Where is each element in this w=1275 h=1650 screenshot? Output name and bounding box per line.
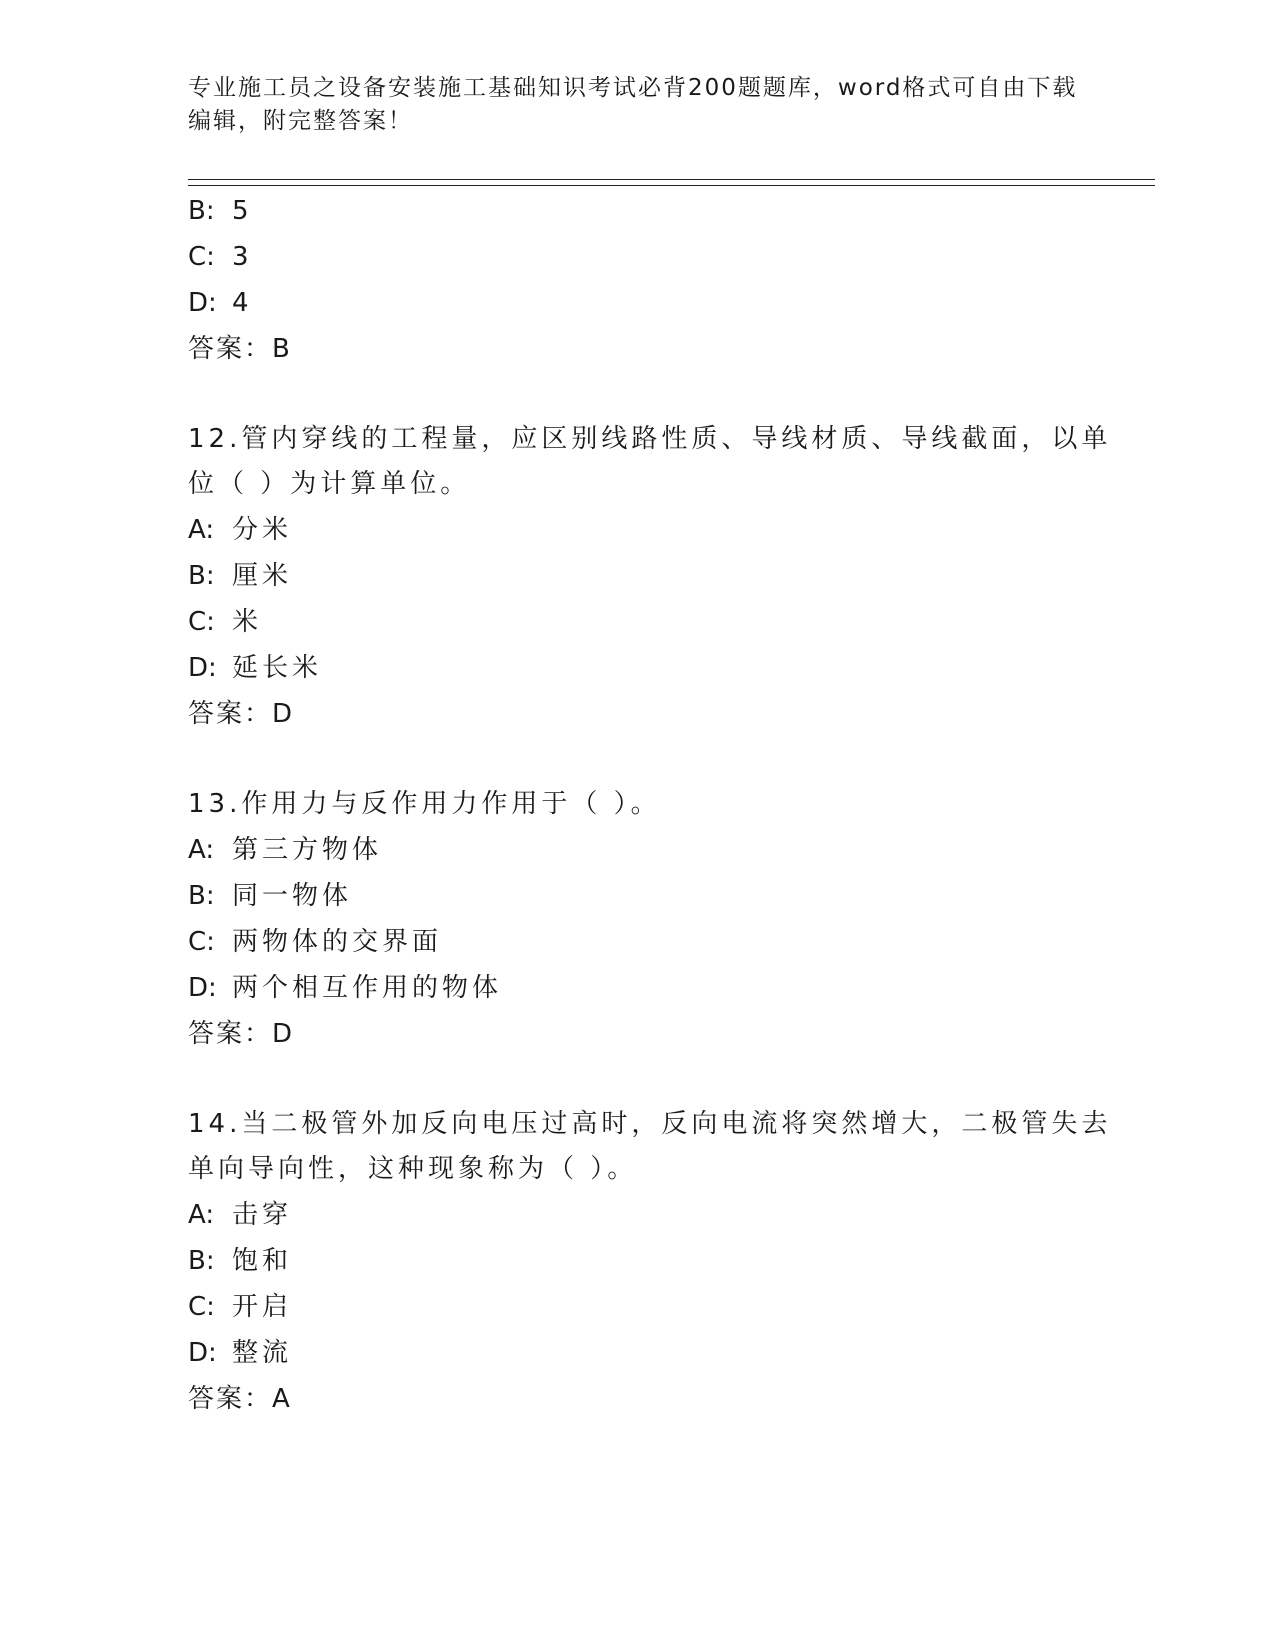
- option-text: 同一物体: [232, 881, 353, 911]
- answer-line: 答案：B: [188, 334, 292, 364]
- option-d: [188, 1330, 1088, 1376]
- option-text: 饱和: [232, 1246, 293, 1276]
- option-text: 击穿: [232, 1200, 293, 1230]
- header-title-line1: 专业施工员之设备安装施工基础知识考试必背200题题库，word格式可自由下载: [188, 75, 1078, 101]
- option-letter: A:: [188, 1200, 215, 1230]
- option-letter: B:: [188, 1246, 215, 1276]
- option-letter: B:: [188, 561, 215, 591]
- answer-line: 答案：D: [188, 1019, 295, 1049]
- question-13: [188, 782, 1088, 1057]
- option-text: 3: [232, 242, 253, 272]
- option-text: 厘米: [232, 561, 293, 591]
- option-text: 延长米: [232, 653, 323, 683]
- question-14: [188, 1102, 1112, 1422]
- answer-line: 答案：A: [188, 1384, 292, 1414]
- question-stem-line: 14.当二极管外加反向电压过高时，反向电流将突然增大，二极管失去: [188, 1109, 1112, 1139]
- option-letter: D:: [188, 1338, 217, 1368]
- document-header: [188, 72, 1088, 138]
- option-a: [188, 827, 1088, 873]
- option-d: [188, 965, 1088, 1011]
- spacer: [188, 1057, 1088, 1102]
- spacer: [188, 372, 1088, 417]
- option-letter: C:: [188, 927, 215, 957]
- option-letter: B:: [188, 881, 215, 911]
- option-c: [188, 234, 1088, 280]
- option-letter: D:: [188, 288, 217, 318]
- option-d: [188, 645, 1088, 691]
- option-a: [188, 507, 1088, 553]
- question-stem-line: 单向导向性，这种现象称为（ ）。: [188, 1154, 638, 1184]
- answer-line: 答案：D: [188, 699, 295, 729]
- option-text: 开启: [232, 1292, 293, 1322]
- option-text: 分米: [232, 515, 293, 545]
- option-c: [188, 919, 1088, 965]
- option-text: 整流: [232, 1338, 293, 1368]
- option-b: [188, 553, 1088, 599]
- option-c: [188, 599, 1088, 645]
- question-stem-line: 13.作用力与反作用力作用于（ ）。: [188, 789, 661, 819]
- question-stem-line: 位（ ）为计算单位。: [188, 469, 471, 499]
- option-a: [188, 1192, 1088, 1238]
- question-stem-line: 12.管内穿线的工程量，应区别线路性质、导线材质、导线截面，以单: [188, 424, 1112, 454]
- option-text: 第三方物体: [232, 835, 383, 865]
- option-b: [188, 873, 1088, 919]
- option-letter: A:: [188, 515, 215, 545]
- option-b: [188, 1238, 1088, 1284]
- prev-question-options: [188, 188, 1088, 372]
- spacer: [188, 737, 1088, 782]
- option-letter: D:: [188, 653, 217, 683]
- header-divider: [188, 179, 1155, 186]
- option-letter: C:: [188, 1292, 215, 1322]
- option-text: 两物体的交界面: [232, 927, 443, 957]
- question-list: [188, 188, 1112, 1422]
- option-letter: A:: [188, 835, 215, 865]
- option-letter: C:: [188, 607, 215, 637]
- option-text: 两个相互作用的物体: [232, 973, 503, 1003]
- header-title-line2: 编辑，附完整答案！: [188, 108, 413, 134]
- option-letter: C:: [188, 242, 215, 272]
- option-letter: B:: [188, 196, 215, 226]
- option-b: [188, 188, 1088, 234]
- option-d: [188, 280, 1088, 326]
- option-text: 米: [232, 607, 263, 637]
- question-12: [188, 417, 1112, 737]
- option-letter: D:: [188, 973, 217, 1003]
- option-text: 5: [232, 196, 253, 226]
- option-text: 4: [232, 288, 253, 318]
- option-c: [188, 1284, 1088, 1330]
